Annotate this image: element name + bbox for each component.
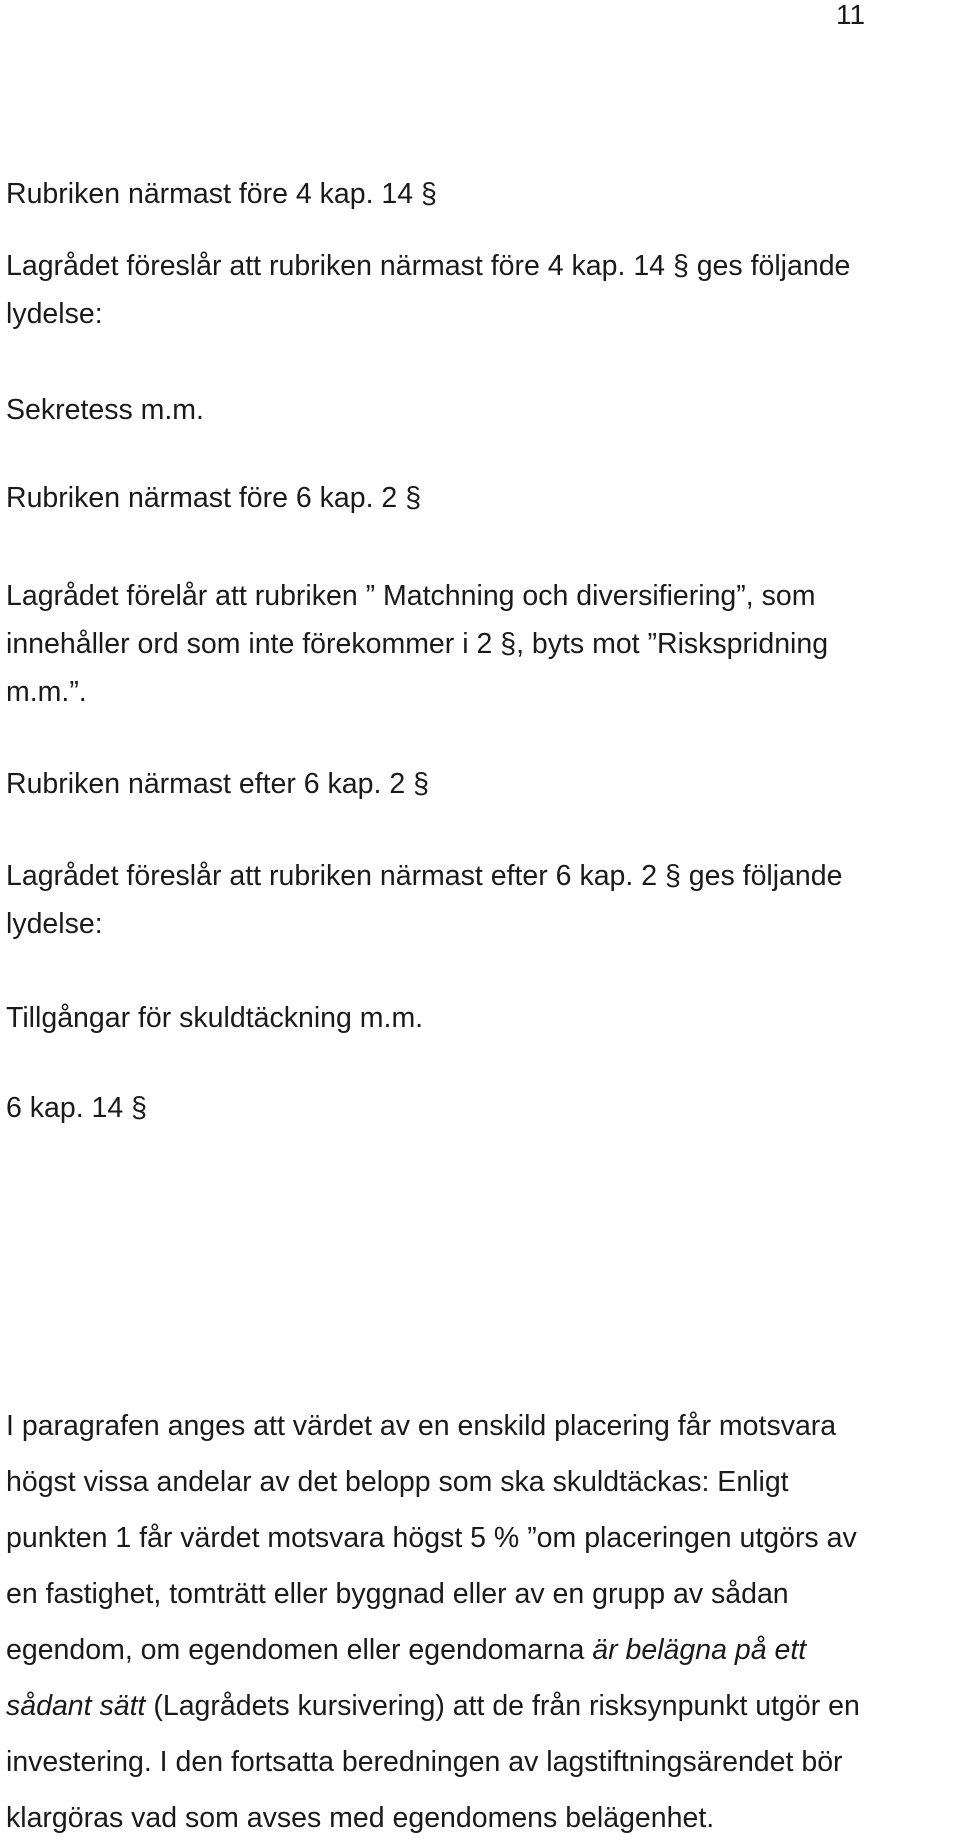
paragraph-line: lydelse: bbox=[6, 298, 103, 330]
italic-text: sådant sätt bbox=[6, 1690, 146, 1722]
page-number: 11 bbox=[836, 0, 866, 30]
paragraph-line-with-emphasis bbox=[6, 1678, 956, 1734]
paragraph-line: klargöras vad som avses med egendomens belägenhet. bbox=[6, 1802, 715, 1834]
paragraph-line: en fastighet, tomträtt eller byggnad eller av en grupp av sådan bbox=[6, 1578, 789, 1610]
paragraph-line: Lagrådet föreslår att rubriken närmast efter 6 kap. 2 § ges följande bbox=[6, 860, 843, 892]
paragraph-line: m.m.”. bbox=[6, 676, 87, 708]
proposed-heading-tillgangar: Tillgångar för skuldtäckning m.m. bbox=[6, 1002, 424, 1034]
paragraph-line-with-emphasis bbox=[6, 1622, 956, 1678]
paragraph-after-6-kap-2-proposal bbox=[6, 854, 946, 946]
paragraph-line: högst vissa andelar av det belopp som ska skuldtäckas: Enligt bbox=[6, 1466, 789, 1498]
paragraph-line: Lagrådet förelår att rubriken ” Matchning och diversifiering”, som bbox=[6, 580, 816, 612]
heading-before-6-kap-2: Rubriken närmast före 6 kap. 2 § bbox=[6, 482, 422, 514]
paragraph-line: punkten 1 får värdet motsvara högst 5 % ”om placeringen utgörs av bbox=[6, 1522, 857, 1554]
paragraph-line: I paragrafen anges att värdet av en enskild placering får motsvara bbox=[6, 1410, 837, 1442]
paragraph-line: Lagrådet föreslår att rubriken närmast före 4 kap. 14 § ges följande bbox=[6, 250, 851, 282]
paragraph-line: lydelse: bbox=[6, 908, 103, 940]
italic-text: är belägna på ett bbox=[592, 1634, 807, 1666]
line-text: (Lagrådets kursivering) att de från risksynpunkt utgör en bbox=[145, 1690, 860, 1722]
paragraph-6-kap-2-proposal bbox=[6, 574, 946, 714]
paragraph-line: innehåller ord som inte förekommer i 2 §, byts mot ”Riskspridning bbox=[6, 628, 829, 660]
body-paragraph-6-kap-14 bbox=[6, 1398, 956, 1846]
paragraph-4-kap-14-proposal bbox=[6, 244, 946, 336]
heading-6-kap-14: 6 kap. 14 § bbox=[6, 1092, 148, 1124]
heading-after-6-kap-2: Rubriken närmast efter 6 kap. 2 § bbox=[6, 768, 429, 800]
paragraph-line: investering. I den fortsatta beredningen av lagstiftningsärendet bör bbox=[6, 1746, 843, 1778]
proposed-heading-sekretess: Sekretess m.m. bbox=[6, 394, 204, 426]
line-text: egendom, om egendomen eller egendomarna bbox=[6, 1634, 593, 1666]
heading-before-4-kap-14: Rubriken närmast före 4 kap. 14 § bbox=[6, 178, 437, 210]
